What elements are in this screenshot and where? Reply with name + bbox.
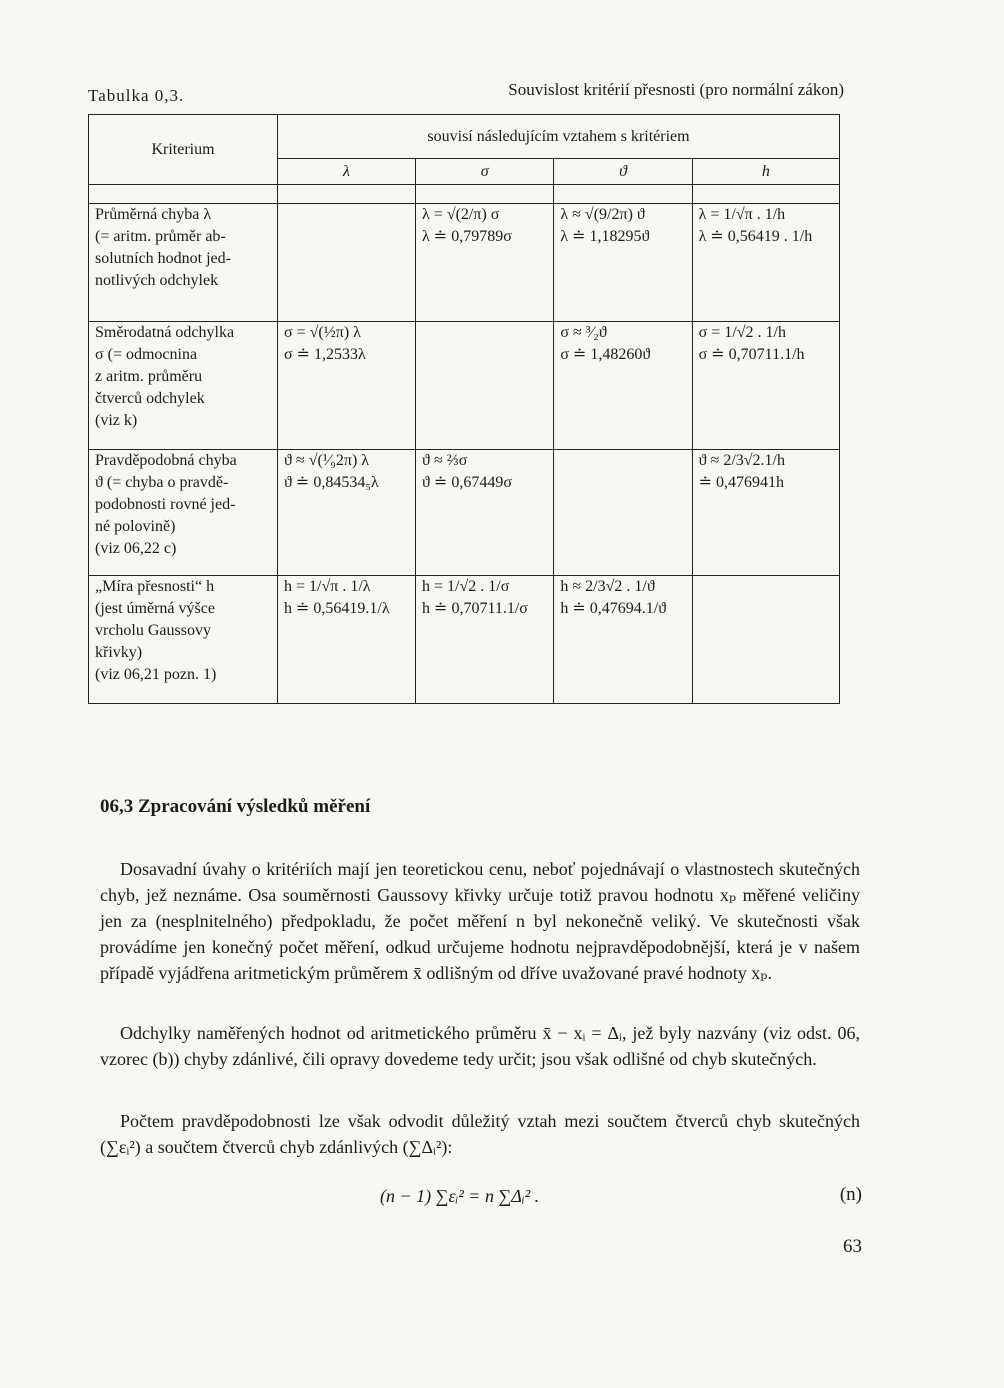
relation-cell — [692, 576, 839, 704]
row-label — [89, 204, 278, 322]
relation-formula: h = 1/√π . 1/λ — [284, 578, 371, 595]
relation-cell — [416, 322, 554, 450]
relation-cell — [692, 204, 839, 322]
table-caption-label: Tabulka 0,3. — [88, 86, 185, 105]
row-label — [89, 450, 278, 576]
relation-cell — [692, 322, 839, 450]
row-label-line: (viz 06,22 c) — [95, 540, 177, 557]
relation-formula: ≐ 0,476941h — [698, 474, 785, 491]
row-label-line: čtverců odchylek — [95, 390, 205, 407]
relation-formula: λ ≐ 0,79789σ — [422, 228, 512, 245]
section-title: 06,3 Zpracování výsledků měření — [100, 796, 371, 817]
table-row — [89, 576, 840, 704]
relation-cell — [554, 204, 692, 322]
paragraph-2: Odchylky naměřených hodnot od aritmetického průměru x̄ − xᵢ = Δᵢ, jež byly nazvány (viz odst. 06, vzorec (b)) chyby zdánlivé, čili opravy dovedeme tedy určit; jsou však odlišné od chyb skutečných. — [100, 1023, 860, 1069]
relation-formula: σ = √(½π) λ — [284, 324, 361, 341]
table-row — [89, 450, 840, 576]
relation-cell — [278, 450, 416, 576]
row-label-line: (viz k) — [95, 412, 138, 429]
row-label-line: (viz 06,21 pozn. 1) — [95, 666, 217, 683]
relation-formula: λ = √(2/π) σ — [422, 206, 500, 223]
relation-formula: σ ≐ 0,70711.1/h — [698, 346, 805, 363]
row-label-line: Směrodatná odchylka — [95, 324, 235, 341]
relation-formula: h ≐ 0,70711.1/σ — [422, 600, 528, 617]
row-label-line: σ (= odmocnina — [95, 346, 198, 363]
relation-formula: λ ≐ 0,56419 . 1/h — [698, 228, 813, 245]
relation-cell — [692, 450, 839, 576]
relation-formula: λ ≐ 1,18295ϑ — [560, 228, 650, 245]
relation-cell — [554, 576, 692, 704]
relation-cell — [278, 322, 416, 450]
row-label-line: solutních hodnot jed- — [95, 250, 231, 267]
relation-formula: ϑ ≐ 0,84534₅λ — [284, 474, 379, 491]
row-label-line: vrcholu Gaussovy — [95, 622, 211, 639]
relation-cell — [278, 204, 416, 322]
row-label-line: „Míra přesnosti“ h — [95, 578, 215, 595]
relation-formula: ϑ ≈ √(¹⁄₉2π) λ — [284, 452, 370, 469]
relation-formula: ϑ ≈ 2/3√2.1/h — [698, 452, 785, 469]
row-label-line: notlivých odchylek — [95, 272, 219, 289]
relation-formula: λ = 1/√π . 1/h — [698, 206, 786, 223]
relation-formula: σ = 1/√2 . 1/h — [698, 324, 786, 341]
relation-header: souvisí následujícím vztahem s kritériem — [278, 115, 840, 159]
table-body — [89, 204, 840, 704]
page-number: 63 — [843, 1236, 862, 1257]
paragraph-1: Dosavadní úvahy o kritériích mají jen teoretickou cenu, neboť pojednávají o vlastnostech skutečných chyb, jež neznáme. Osa souměrnosti Gaussovy křivky určuje totiž pravou hodnotu xₚ měřené veličiny jen za (nesplnitelného) předpokladu, že počet měření n byl nekonečně veliký. Ve skutečnosti však provádíme jen konečný počet měření, odkud určujeme hodnotu nejpravděpodobnější, která je v našem případě vyjádřena aritmetickým průměrem x̄ odlišným od dříve uvažované pravé hodnoty xₚ. — [100, 859, 860, 983]
relation-cell — [416, 204, 554, 322]
criteria-table — [88, 114, 840, 704]
relation-formula: σ ≐ 1,48260ϑ — [560, 346, 651, 363]
relation-formula: ϑ ≈ ⅔σ — [422, 452, 468, 469]
criterion-header: Kriterium — [89, 115, 278, 185]
relation-cell — [554, 450, 692, 576]
column-header-sigma: σ — [416, 159, 554, 185]
row-label-line: (= aritm. průměr ab- — [95, 228, 226, 245]
row-label — [89, 322, 278, 450]
relation-formula: h ≐ 0,56419.1/λ — [284, 600, 390, 617]
equation-number: (n) — [839, 1184, 862, 1205]
table-row — [89, 204, 840, 322]
relation-cell — [416, 576, 554, 704]
row-label-line: né polovině) — [95, 518, 176, 535]
relation-formula: σ ≈ ³⁄₂ϑ — [560, 324, 607, 341]
relation-formula: σ ≐ 1,2533λ — [284, 346, 366, 363]
relation-formula: λ ≈ √(9/2π) ϑ — [560, 206, 645, 223]
row-label-line: podobnosti rovné jed- — [95, 496, 236, 513]
row-label-line: Pravděpodobná chyba — [95, 452, 237, 469]
relation-cell — [554, 322, 692, 450]
relation-formula: h = 1/√2 . 1/σ — [422, 578, 510, 595]
relation-cell — [416, 450, 554, 576]
row-label-line: ϑ (= chyba o pravdě- — [95, 474, 229, 491]
row-label — [89, 576, 278, 704]
row-label-line: křivky) — [95, 644, 143, 661]
relation-formula: h ≈ 2/3√2 . 1/ϑ — [560, 578, 655, 595]
relation-formula: h ≐ 0,47694.1/ϑ — [560, 600, 667, 617]
row-label-line: Průměrná chyba λ — [95, 206, 212, 223]
row-label-line: z aritm. průměru — [95, 368, 203, 385]
column-header-lambda: λ — [278, 159, 416, 185]
column-header-h: h — [692, 159, 839, 185]
table-caption-title: Souvislost kritérií přesnosti (pro normální zákon) — [508, 80, 844, 99]
column-header-theta: ϑ — [554, 159, 692, 185]
row-label-line: (jest úměrná výšce — [95, 600, 215, 617]
table-row — [89, 322, 840, 450]
paragraph-3: Počtem pravděpodobnosti lze však odvodit důležitý vztah mezi součtem čtverců chyb skutečných (∑εᵢ²) a součtem čtverců chyb zdánlivých (∑Δᵢ²): — [100, 1111, 860, 1157]
formula-n: (n − 1) ∑εᵢ² = n ∑Δᵢ² . — [380, 1186, 540, 1206]
relation-cell — [278, 576, 416, 704]
relation-formula: ϑ ≐ 0,67449σ — [422, 474, 512, 491]
